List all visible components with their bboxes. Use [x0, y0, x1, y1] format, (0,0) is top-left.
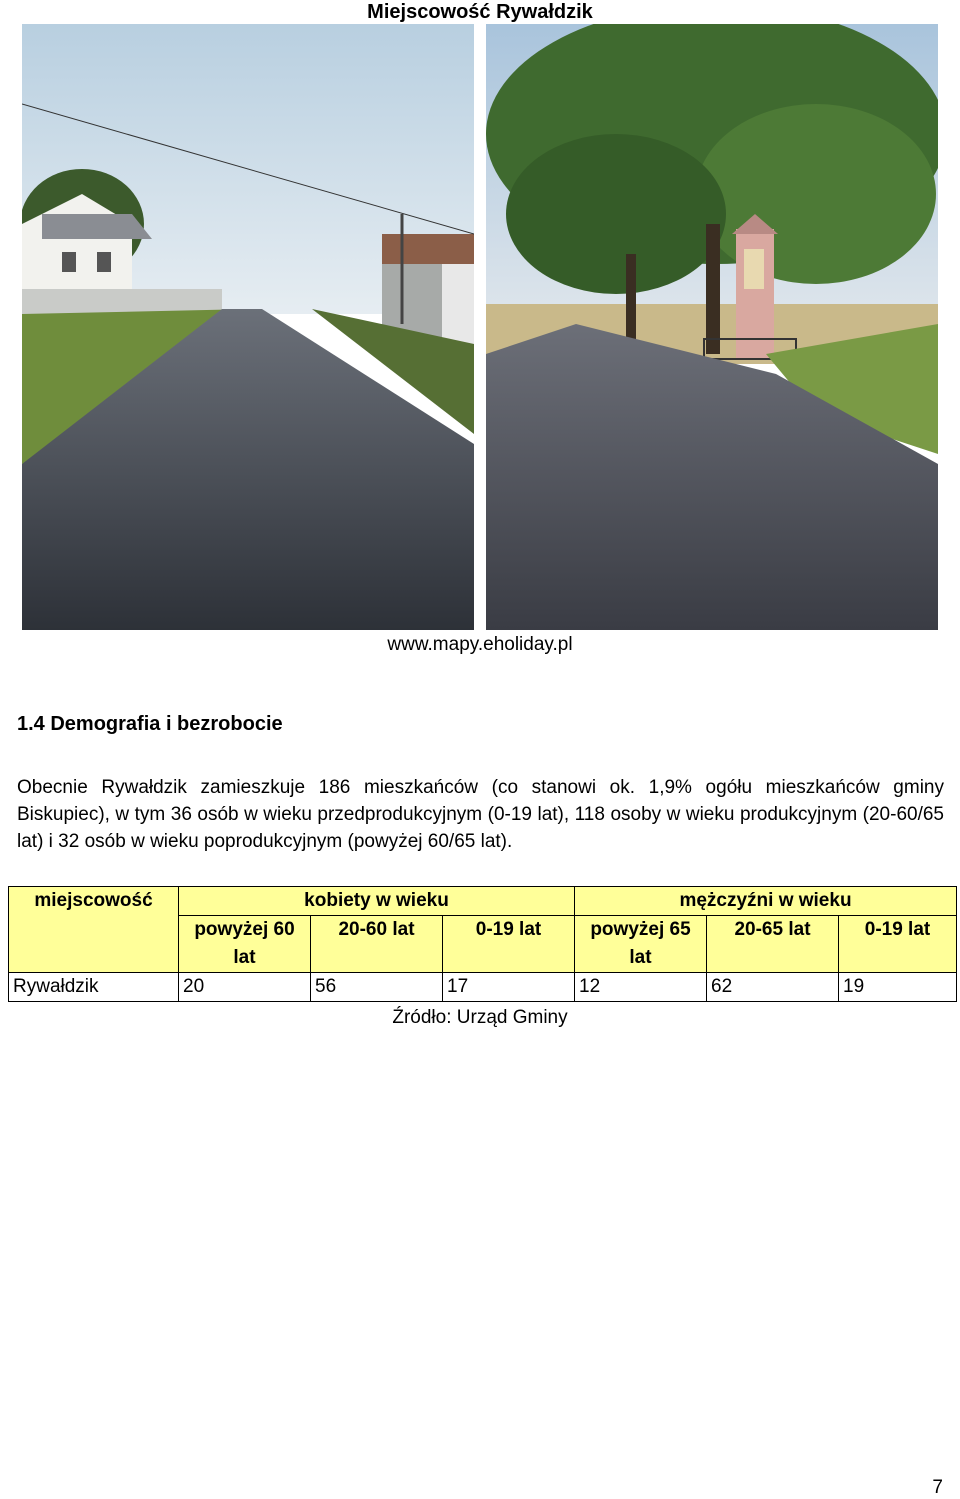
table-header-row: [9, 887, 957, 916]
cell-women-20-60: 56: [311, 973, 443, 1002]
cell-women-0-19: 17: [443, 973, 575, 1002]
cell-men-over65: 12: [575, 973, 707, 1002]
page-number: 7: [932, 1477, 943, 1498]
body-paragraph: Obecnie Rywałdzik zamieszkuje 186 mieszkańców (co stanowi ok. 1,9% ogółu mieszkańców gminy Biskupiec), w tym 36 osób w wieku przedprodukcyjnym (0-19 lat), 118 osoby w wieku produkcyjnym (20-60/65 lat) i 32 osób w wieku poprodukcyjnym (powyżej 60/65 lat).: [17, 777, 944, 852]
cell-men-0-19: 19: [839, 973, 957, 1002]
cell-men-20-65: 62: [707, 973, 839, 1002]
col-header-women-0-19: 0-19 lat: [443, 916, 575, 973]
col-header-men-over65: powyżej 65 lat: [575, 916, 707, 973]
col-header-men-0-19: 0-19 lat: [839, 916, 957, 973]
col-header-women-over60: powyżej 60 lat: [179, 916, 311, 973]
col-group-men: mężczyźni w wieku: [575, 887, 957, 916]
col-header-women-20-60: 20-60 lat: [311, 916, 443, 973]
table-source: Źródło: Urząd Gminy: [392, 1007, 568, 1028]
col-header-place: miejscowość: [9, 887, 179, 973]
col-header-men-20-65: 20-65 lat: [707, 916, 839, 973]
demographics-table: [8, 886, 957, 1002]
page-title: Miejscowość Rywałdzik: [367, 1, 593, 23]
roadside-shrine-photo: [486, 24, 938, 630]
col-group-women: kobiety w wieku: [179, 887, 575, 916]
table-row: [9, 973, 957, 1002]
village-road-photo: [22, 24, 474, 630]
section-heading: 1.4 Demografia i bezrobocie: [17, 713, 283, 735]
cell-place: Rywałdzik: [9, 973, 179, 1002]
cell-women-over60: 20: [179, 973, 311, 1002]
photo-credit: www.mapy.eholiday.pl: [387, 634, 573, 655]
